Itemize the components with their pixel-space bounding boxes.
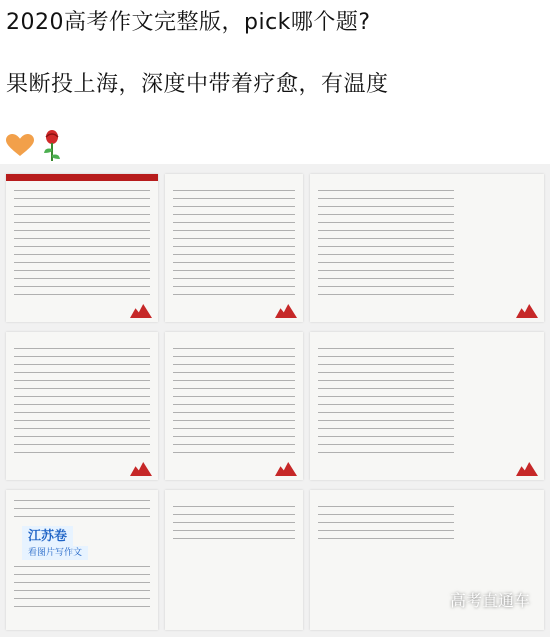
essay-page[interactable] — [165, 174, 303, 322]
orange-heart-icon — [6, 134, 34, 158]
jiangsu-subtitle: 看图片写作文 — [22, 546, 88, 560]
essay-page[interactable] — [310, 174, 544, 322]
essay-page[interactable] — [310, 332, 544, 480]
essay-page[interactable] — [6, 332, 158, 480]
jiangsu-title: 江苏卷 — [22, 526, 73, 548]
post-text — [6, 8, 546, 100]
emoji-row — [6, 128, 64, 164]
post-line-1: 2020高考作文完整版，pick哪个题? — [6, 10, 371, 35]
post-line-2: 果断投上海，深度中带着疗愈，有温度 — [6, 72, 389, 97]
essay-page[interactable] — [6, 174, 158, 322]
essay-page[interactable] — [165, 332, 303, 480]
essay-page-jiangsu[interactable] — [6, 490, 158, 630]
essay-thumbnail-grid — [0, 164, 550, 637]
essay-page[interactable] — [165, 490, 303, 630]
rose-icon — [40, 129, 64, 163]
watermark: 高考直通车 — [449, 591, 530, 610]
